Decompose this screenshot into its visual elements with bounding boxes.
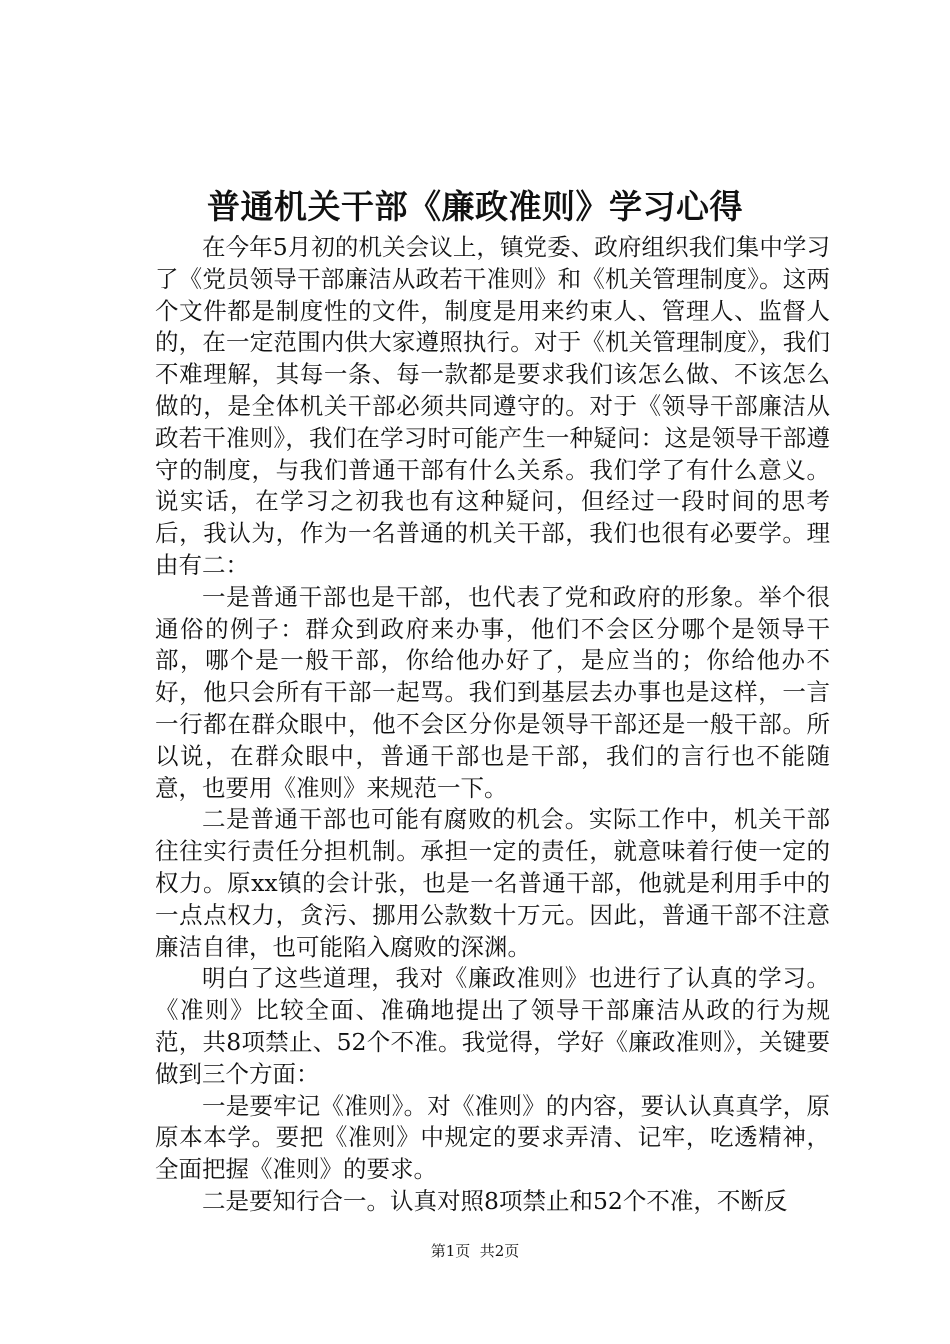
paragraph-point-two: 二是要知行合一。认真对照8项禁止和52个不准，不断反	[202, 1186, 788, 1215]
paragraph-reason-two: 二是普通干部也可能有腐败的机会。实际工作中，机关干部往往实行责任分担机制。承担一定的责任，就意味着行使一定的权力。原xx镇的会计张，也是一名普通干部，他就是利用手中的一点点权力，贪污、挪用公款数十万元。因此，普通干部不注意廉洁自律，也可能陷入腐败的深渊。	[155, 805, 830, 961]
document-title: 普通机关干部《廉政准则》学习心得	[207, 187, 743, 226]
paragraph-intro: 在今年5月初的机关会议上，镇党委、政府组织我们集中学习了《党员领导干部廉洁从政若干准则》和《机关管理制度》。这两个文件都是制度性的文件，制度是用来约束人、管理人、监督人的，在一定范围内供大家遵照执行。对于《机关管理制度》，我们不难理解，其每一条、每一款都是要求我们该怎么做、不该怎么做的，是全体机关干部必须共同遵守的。对于《领导干部廉洁从政若干准则》，我们在学习时可能产生一种疑问：这是领导干部遵守的制度，与我们普通干部有什么关系。我们学了有什么意义。说实话，在学习之初我也有这种疑问，但经过一段时间的思考后，我认为，作为一名普通的机关干部，我们也很有必要学。理由有二：	[155, 233, 830, 579]
document-body	[155, 232, 830, 1218]
paragraph-reason-one: 一是普通干部也是干部，也代表了党和政府的形象。举个很通俗的例子：群众到政府来办事，他们不会区分哪个是领导干部，哪个是一般干部，你给他办好了，是应当的；你给他办不好，他只会所有干部一起骂。我们到基层去办事也是这样，一言一行都在群众眼中，他不会区分你是领导干部还是一般干部。所以说，在群众眼中，普通干部也是干部，我们的言行也不能随意，也要用《准则》来规范一下。	[155, 582, 830, 802]
paragraph-point-one: 一是要牢记《准则》。对《准则》的内容，要认认真真学，原原本本学。要把《准则》中规定的要求弄清、记牢，吃透精神，全面把握《准则》的要求。	[155, 1091, 830, 1184]
page-footer: 第1页 共2页	[430, 1242, 520, 1260]
paragraph-study: 明白了这些道理，我对《廉政准则》也进行了认真的学习。《准则》比较全面、准确地提出了领导干部廉洁从政的行为规范，共8项禁止、52个不准。我觉得，学好《廉政准则》，关键要做到三个方面：	[155, 964, 830, 1088]
